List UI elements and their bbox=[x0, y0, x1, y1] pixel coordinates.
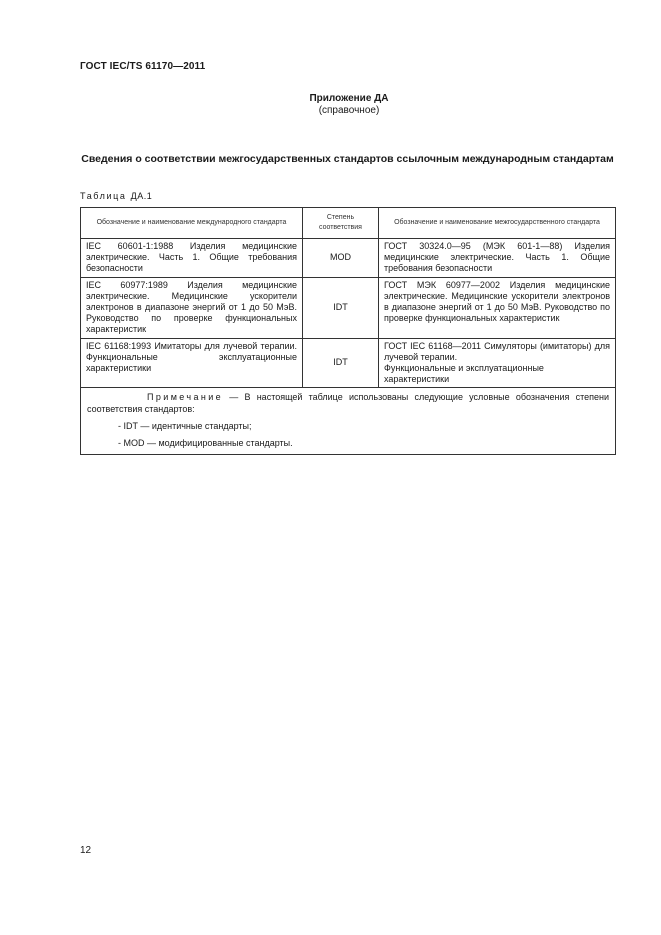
header-international-standard: Обозначение и наименование международного стандарта bbox=[81, 208, 303, 239]
table-note bbox=[81, 388, 616, 455]
table-row bbox=[81, 239, 616, 278]
cell-degree: MOD bbox=[303, 239, 379, 278]
cell-interstate-line: Функциональные и эксплуатационные характеристики bbox=[384, 363, 544, 385]
cell-interstate-line: ГОСТ IEC 61168—2011 Симуляторы (имитаторы) для лучевой терапии. bbox=[384, 340, 610, 362]
section-title: Сведения о соответствии межгосударственных стандартов ссылочным международным стандартам bbox=[81, 153, 614, 165]
table-row bbox=[81, 338, 616, 388]
cell-interstate: ГОСТ МЭК 60977—2002 Изделия медицинские электрические. Медицинские ускорители электронов в диапазоне энергий от 1 до 50 МэВ. Руководство по проверке функциональных характеристик bbox=[379, 277, 616, 338]
table-note-row bbox=[81, 388, 616, 455]
note-list-item: - IDT — идентичные стандарты; bbox=[118, 420, 252, 431]
cell-international: IEC 60601-1:1988 Изделия медицинские электрические. Часть 1. Общие требования безопасности bbox=[81, 239, 303, 278]
header-interstate-standard: Обозначение и наименование межгосударственного стандарта bbox=[379, 208, 616, 239]
table-caption bbox=[80, 191, 152, 201]
table-row bbox=[81, 277, 616, 338]
header-degree-of-correspondence: Степень соответствия bbox=[303, 208, 379, 239]
table-caption-number: ДА.1 bbox=[130, 191, 153, 201]
document-code-header: ГОСТ IEC/TS 61170—2011 bbox=[80, 61, 206, 72]
note-list-item: - MOD — модифицированные стандарты. bbox=[118, 438, 293, 449]
cell-degree: IDT bbox=[303, 277, 379, 338]
cell-interstate bbox=[379, 338, 616, 388]
note-label: Примечание bbox=[147, 392, 224, 403]
table-caption-label: Таблица bbox=[80, 191, 127, 201]
note-body: — В настоящей таблице использованы следующие условные обозначения степени соответствия стандартов: bbox=[87, 392, 609, 414]
cell-degree: IDT bbox=[303, 338, 379, 388]
page-number: 12 bbox=[80, 845, 92, 856]
appendix-subtitle: (справочное) bbox=[318, 105, 380, 116]
table-header-row bbox=[81, 208, 616, 239]
cell-international: IEC 61168:1993 Имитаторы для лучевой терапии. Функциональные эксплуатационные характеристики bbox=[81, 338, 303, 388]
standards-correspondence-table bbox=[80, 207, 616, 455]
appendix-heading bbox=[0, 93, 661, 117]
cell-international: IEC 60977:1989 Изделия медицинские электрические. Медицинские ускорители электронов в диапазоне энергий от 1 до 50 МэВ. Руководство по проверке функциональных характеристик bbox=[81, 277, 303, 338]
note-text bbox=[87, 392, 609, 414]
cell-interstate: ГОСТ 30324.0—95 (МЭК 601-1—88) Изделия медицинские электрические. Часть 1. Общие требования безопасности bbox=[379, 239, 616, 278]
appendix-title: Приложение ДА bbox=[309, 93, 389, 104]
